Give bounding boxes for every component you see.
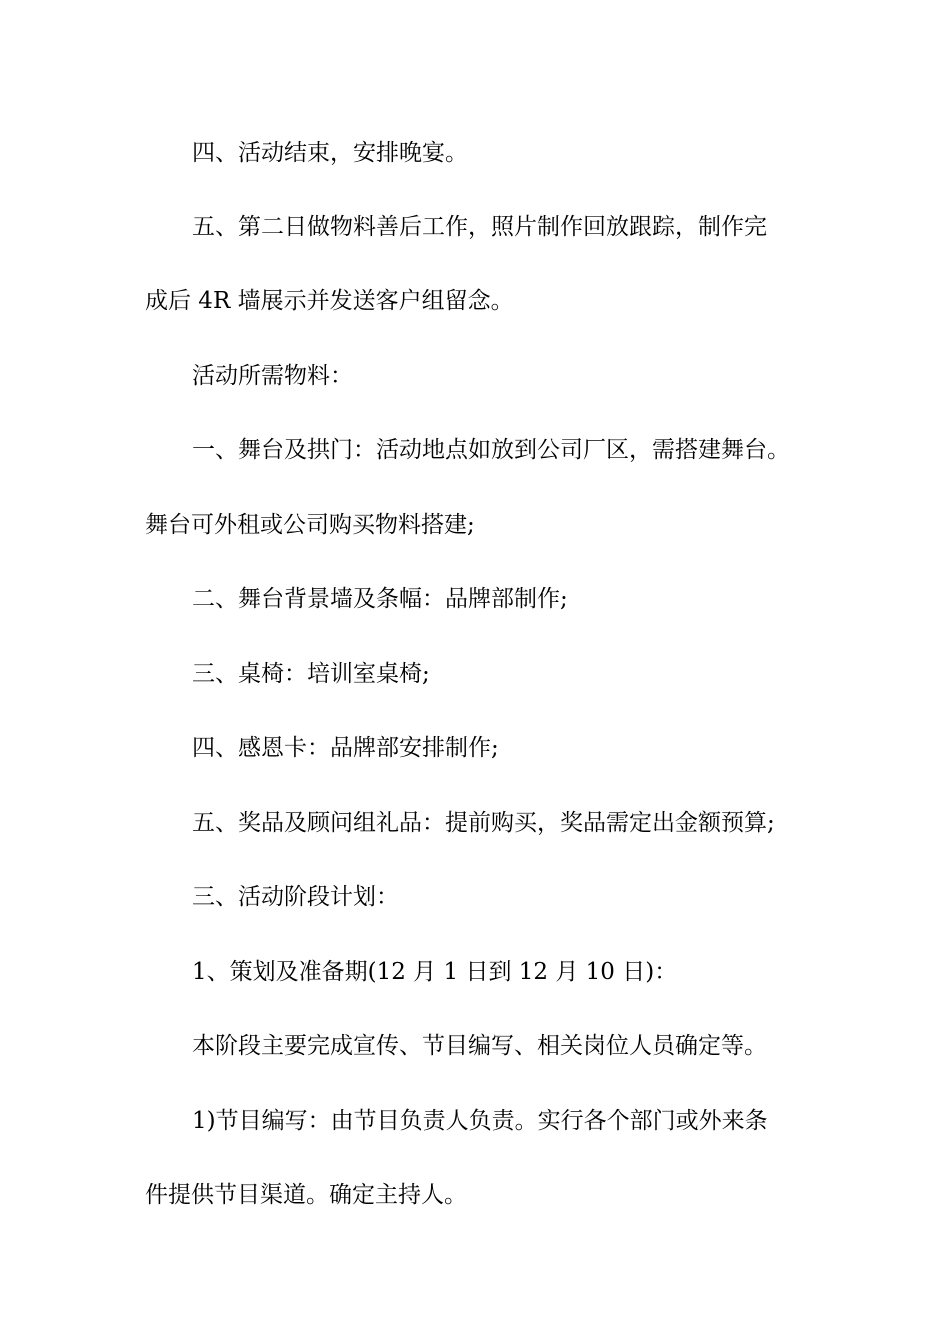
paragraph-line: 三、桌椅：培训室桌椅; [192,661,430,687]
section-heading: 活动所需物料： [192,363,353,389]
paragraph-line: 四、活动结束，安排晚宴。 [192,140,468,166]
subsection-heading: 1、策划及准备期(12 月 1 日到 12 月 10 日)： [192,959,678,985]
paragraph-line: 件提供节目渠道。确定主持人。 [145,1182,467,1208]
paragraph-line: 1)节目编写：由节目负责人负责。实行各个部门或外来条 [192,1108,768,1134]
section-heading: 三、活动阶段计划： [192,884,399,910]
paragraph-line: 本阶段主要完成宣传、节目编写、相关岗位人员确定等。 [192,1033,767,1059]
paragraph-line: 二、舞台背景墙及条幅：品牌部制作; [192,586,568,612]
paragraph-line: 舞台可外租或公司购买物料搭建; [145,512,475,538]
paragraph-line: 四、感恩卡：品牌部安排制作; [192,735,499,761]
paragraph-line: 一、舞台及拱门：活动地点如放到公司厂区，需搭建舞台。 [192,437,790,463]
paragraph-line: 成后 4R 墙展示并发送客户组留念。 [145,288,514,314]
paragraph-line: 五、第二日做物料善后工作，照片制作回放跟踪，制作完 [192,214,767,240]
paragraph-line: 五、奖品及顾问组礼品：提前购买，奖品需定出金额预算; [192,810,775,836]
